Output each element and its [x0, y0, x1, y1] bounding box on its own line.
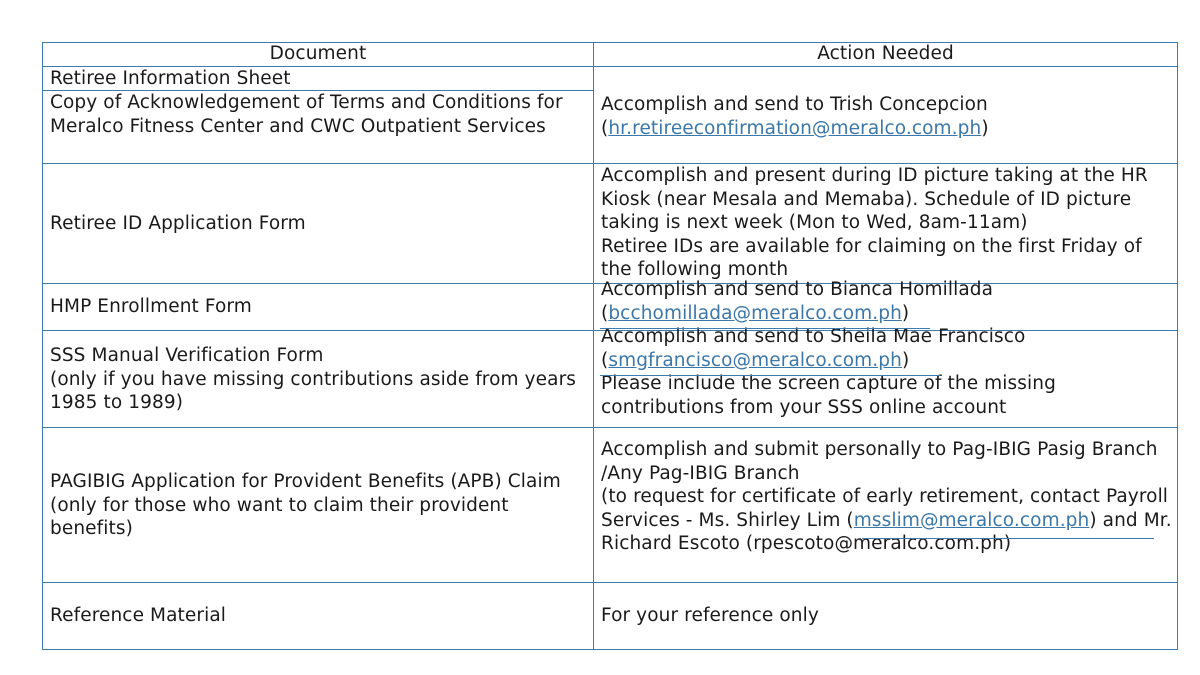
paren-open: ( — [601, 349, 609, 371]
table-row-pagibig-action — [593, 427, 1178, 583]
underline-divider — [600, 328, 930, 329]
table-row-hmp-doc — [42, 283, 594, 331]
action-note-post: ) and Mr. Richard Escoto (rpescoto@meralco.com.ph) — [601, 509, 1172, 554]
document-text: PAGIBIG Application for Provident Benefits (APB) Claim — [50, 471, 561, 492]
email-link-bcchomillada[interactable]: bcchomillada@meralco.com.ph — [608, 302, 902, 324]
header-document — [42, 42, 594, 67]
paren-open: ( — [601, 117, 609, 139]
action-email-line — [601, 302, 1173, 326]
table-row-hmp-action — [593, 279, 1178, 331]
header-action-label: Action Needed — [817, 43, 954, 64]
action-note — [601, 485, 1173, 556]
document-note: (only if you have missing contributions aside from years 1985 to 1989) — [50, 368, 577, 413]
action-text: Accomplish and send to Sheila Mae Francisco — [601, 326, 1026, 347]
email-link-hr-retiree[interactable]: hr.retireeconfirmation@meralco.com.ph — [608, 117, 982, 139]
table-row-sss-doc — [42, 330, 594, 428]
action-text: For your reference only — [601, 605, 819, 626]
table-row-acknowledgement-doc — [42, 90, 594, 164]
action-note: Retiree IDs are available for claiming on the first Friday of the following month — [601, 235, 1142, 280]
document-text: Retiree ID Application Form — [50, 213, 306, 234]
table-row-retiree-id-action — [593, 163, 1178, 284]
action-email-line — [601, 349, 1173, 373]
action-text: Accomplish and submit personally to Pag-IBIG Pasig Branch /Any Pag-IBIG Branch — [601, 439, 1158, 484]
email-link-smgfrancisco[interactable]: smgfrancisco@meralco.com.ph — [608, 349, 902, 371]
table-row-sss-action — [593, 326, 1178, 428]
document-note: (only for those who want to claim their provident benefits) — [50, 494, 509, 539]
action-text: Accomplish and present during ID picture taking at the HR Kiosk (near Mesala and Memaba). Schedule of ID picture taking is next week (Mon to Wed, 8am-11am) — [601, 165, 1148, 233]
requirements-table — [42, 42, 1178, 650]
document-text: SSS Manual Verification Form — [50, 345, 324, 366]
table-row-pagibig-doc — [42, 427, 594, 583]
header-action — [593, 42, 1178, 67]
paren-open: ( — [601, 302, 609, 324]
underline-divider — [862, 538, 1154, 539]
action-note-pre: (to request for certificate of early retirement, contact Payroll Services - Ms. Shirley Lim ( — [601, 486, 1169, 531]
paren-close: ) — [901, 302, 910, 324]
action-note: Please include the screen capture of the missing contributions from your SSS online account — [601, 373, 1056, 418]
table-row-retiree-info-doc — [42, 66, 594, 91]
paren-close: ) — [981, 117, 989, 139]
document-text: Retiree Information Sheet — [50, 68, 291, 89]
table-row-reference-action — [593, 582, 1178, 650]
email-link-msslim[interactable]: msslim@meralco.com.ph — [853, 509, 1090, 531]
document-text: Reference Material — [50, 605, 226, 626]
paren-close: ) — [901, 349, 910, 371]
header-document-label: Document — [269, 43, 367, 64]
action-email-line — [601, 117, 1173, 141]
table-row-acknowledgement-action — [593, 66, 1178, 164]
action-text: Accomplish and send to Bianca Homillada — [601, 279, 994, 300]
underline-divider — [600, 375, 940, 376]
document-text: Copy of Acknowledgement of Terms and Conditions for Meralco Fitness Center and CWC Outpatient Services — [50, 92, 563, 137]
table-row-retiree-id-doc — [42, 163, 594, 284]
action-text: Accomplish and send to Trish Concepcion — [601, 94, 988, 115]
document-text: HMP Enrollment Form — [50, 296, 252, 317]
table-row-reference-doc — [42, 582, 594, 650]
